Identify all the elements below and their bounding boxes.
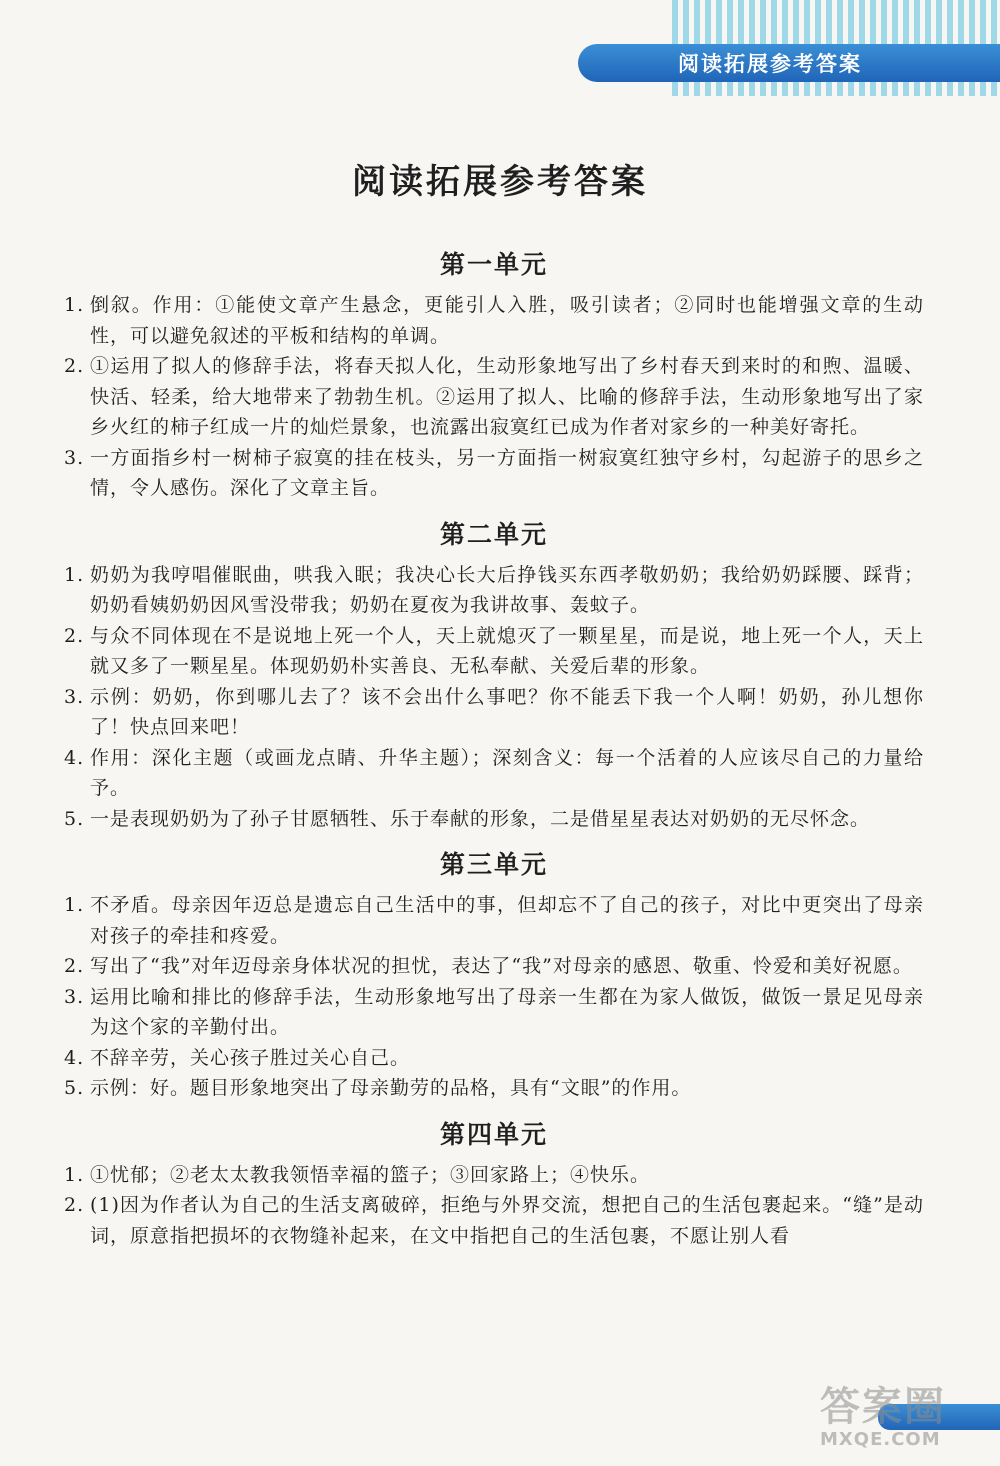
item-text: 奶奶为我哼唱催眠曲，哄我入眠；我决心长大后挣钱买东西孝敬奶奶；我给奶奶踩腰、踩背；奶奶看姨奶奶因风雪没带我；奶奶在夏夜为我讲故事、轰蚊子。 — [90, 563, 924, 616]
item-text: ①运用了拟人的修辞手法，将春天拟人化，生动形象地写出了乡村春天到来时的和煦、温暖、快活、轻柔，给大地带来了勃勃生机。②运用了拟人、比喻的修辞手法，生动形象地写出了家乡火红的柿子红成一片的灿烂景象，也流露出寂寞红已成为作者对家乡的一种美好寄托。 — [90, 355, 924, 438]
item-number: 4. — [64, 746, 85, 769]
item-text: 示例：好。题目形象地突出了母亲勤劳的品格，具有“文眼”的作用。 — [90, 1077, 692, 1099]
item-text: 一是表现奶奶为了孙子甘愿牺牲、乐于奉献的形象，二是借星星表达对奶奶的无尽怀念。 — [90, 807, 871, 830]
item-text: 运用比喻和排比的修辞手法，生动形象地写出了母亲一生都在为家人做饭，做饭一景足见母亲为这个家的辛勤付出。 — [90, 985, 924, 1038]
answer-item — [64, 743, 924, 804]
answer-item — [64, 951, 924, 982]
unit-1 — [64, 240, 924, 504]
answer-item — [64, 1073, 924, 1104]
item-number: 4. — [64, 1046, 85, 1069]
item-number: 2. — [64, 624, 85, 647]
item-text: (1)因为作者认为自己的生活支离破碎，拒绝与外界交流，想把自己的生活包裹起来。“缝”是动词，原意指把损坏的衣物缝补起来，在文中指把自己的生活包裹，不愿让别人看 — [90, 1194, 924, 1247]
item-number: 3. — [64, 685, 85, 708]
answer-item — [64, 443, 924, 504]
item-text: 示例：奶奶，你到哪儿去了？该不会出什么事吧？你不能丢下我一个人啊！奶奶，孙儿想你了！快点回来吧！ — [90, 685, 924, 738]
unit-title: 第一单元 — [439, 250, 548, 279]
item-number: 2. — [64, 1194, 85, 1216]
unit-4 — [64, 1110, 924, 1252]
item-text: 一方面指乡村一树柿子寂寞的挂在枝头，另一方面指一树寂寞红独守乡村，勾起游子的思乡之情，令人感伤。深化了文章主旨。 — [90, 446, 924, 499]
item-number: 5. — [64, 807, 85, 830]
header-tab-label: 阅读拓展参考答案 — [678, 52, 862, 76]
item-text: 写出了“我”对年迈母亲身体状况的担忧，表达了“我”对母亲的感恩、敬重、怜爱和美好祝愿。 — [90, 955, 913, 977]
unit-title: 第四单元 — [439, 1119, 548, 1149]
header-tab — [578, 44, 1000, 82]
unit-title: 第三单元 — [439, 850, 548, 879]
item-number: 1. — [64, 294, 85, 316]
answer-item — [64, 682, 924, 743]
answer-item — [64, 290, 924, 351]
page-title: 阅读拓展参考答案 — [352, 162, 648, 202]
item-text: 不矛盾。母亲因年迈总是遗忘自己生活中的事，但却忘不了自己的孩子，对比中更突出了母亲对孩子的牵挂和疼爱。 — [90, 894, 924, 947]
answer-item — [64, 560, 924, 621]
item-number: 1. — [64, 894, 85, 916]
item-number: 3. — [64, 985, 85, 1008]
answer-item — [64, 804, 924, 835]
item-text: 倒叙。作用：①能使文章产生悬念，更能引人入胜，吸引读者；②同时也能增强文章的生动性，可以避免叙述的平板和结构的单调。 — [90, 294, 924, 347]
watermark-logo: 答案圈 — [820, 1384, 946, 1430]
item-text: 与众不同体现在不是说地上死一个人，天上就熄灭了一颗星星，而是说，地上死一个人，天上就又多了一颗星星。体现奶奶朴实善良、无私奉献、关爱后辈的形象。 — [90, 624, 924, 677]
item-number: 2. — [64, 955, 85, 977]
item-text: 不辞辛劳，关心孩子胜过关心自己。 — [90, 1046, 411, 1069]
item-number: 1. — [64, 563, 85, 586]
answer-content — [64, 240, 924, 1257]
answer-item — [64, 1043, 924, 1074]
answer-item — [64, 890, 924, 951]
watermark-url: MXQE.COM — [820, 1429, 941, 1450]
unit-3 — [64, 840, 924, 1104]
answer-item — [64, 621, 924, 682]
answer-item — [64, 982, 924, 1043]
answer-item — [64, 351, 924, 443]
item-text: ①忧郁；②老太太教我领悟幸福的篮子；③回家路上；④快乐。 — [90, 1163, 651, 1186]
unit-title: 第二单元 — [439, 519, 548, 549]
item-number: 1. — [64, 1163, 85, 1186]
item-number: 3. — [64, 446, 85, 469]
unit-2 — [64, 510, 924, 835]
item-text: 作用：深化主题（或画龙点睛、升华主题）；深刻含义：每一个活着的人应该尽自己的力量给予。 — [90, 746, 924, 799]
item-number: 2. — [64, 355, 85, 377]
answer-item — [64, 1160, 924, 1191]
answer-item — [64, 1190, 924, 1251]
item-number: 5. — [64, 1077, 85, 1099]
watermark — [820, 1385, 995, 1463]
